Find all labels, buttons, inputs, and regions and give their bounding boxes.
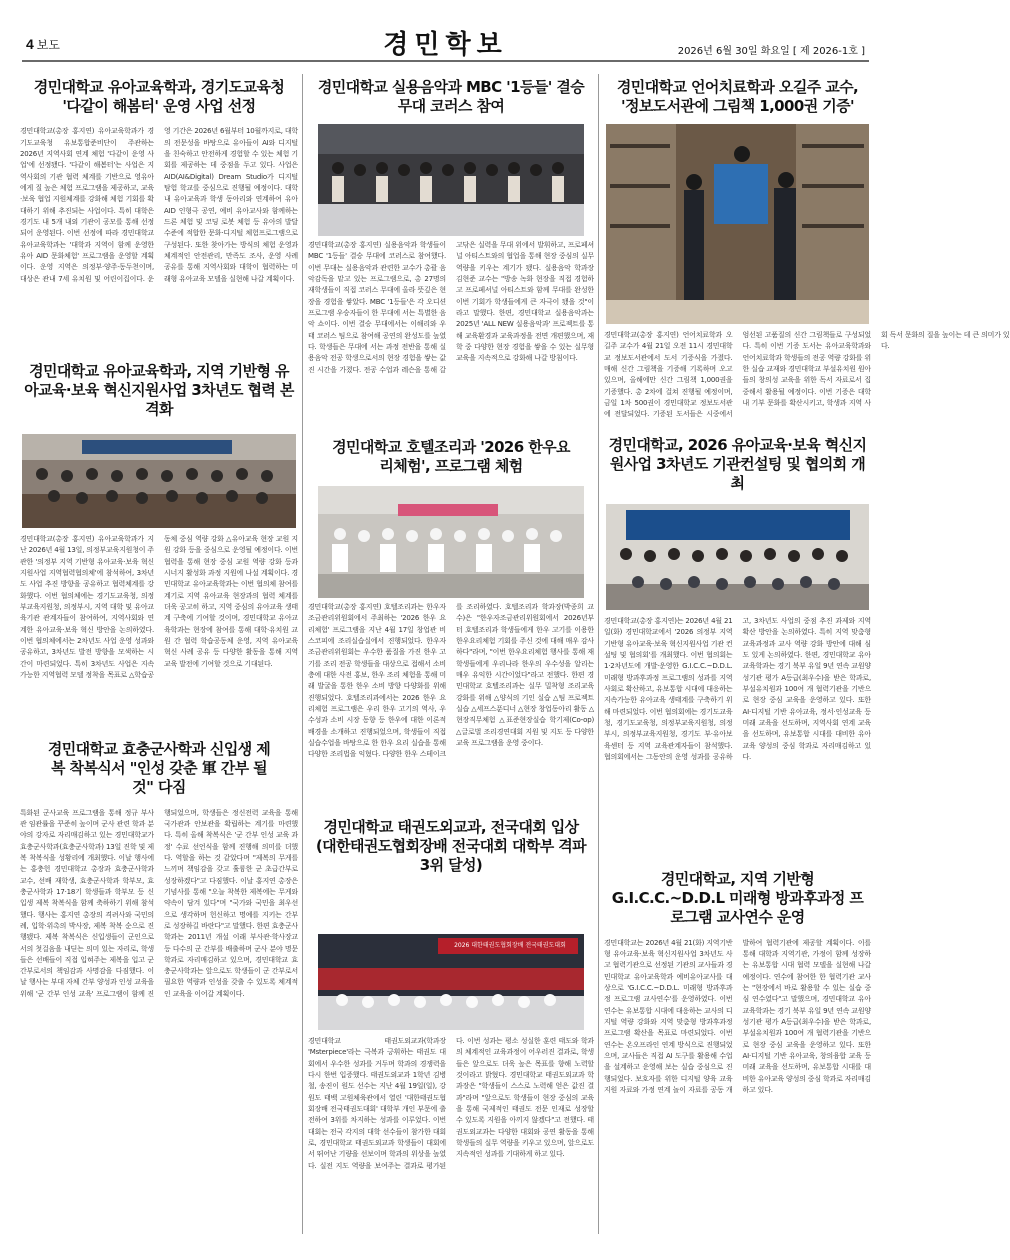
article-body: 경민대학교는 2026년 4월 21(화) 지역기반형 유아교육·보육 혁신지원사업 3차년도 사고 협력기관으로 선정된 기관의 교사들과 경민대학교 유아교육학과 예비유아교사를 대상으로 'G.I.C.C.~D.D.L. 미래형 방과후과정 프로그램 교사연수'를 운영하였다. 이번 연수는 유보통합 시대에 대응하는 교사의 디지털 역량 강화와 지역 맞춤형 방과후과정 프로그램 확산을 목표로 마련되었다. 이번 연수는 온오프라인 연계 방식으로 진행되었으며, 교사들은 직접 AI 도구를 활용해 수업을 설계하고 운영해 보는 실습 중심으로 진행되었다. 보호자를 위한 디지털 양육 교육 지원 자료와 가정 연계 놀이 자료를 공동 개발하여 협력기관에 제공할 계획이다. 이를 통해 대학과 지역기관, 가정이 함께 성장하는 유보통합 시대 협력 모델을 실현해 나갈 예정이다. 연수에 참여한 한 협력기관 교사는 "현장에서 바로 활용할 수 있는 실습 중심 연수였다"고 말했으며, 경민대학교 유아교육학과는 경기 북부 유일 9년 연속 교원양성기관 평가 A등급(최우수)을 받은 학과로, 부설유치원과 100여 개 협력기관을 기반으로 현장 중심 교육을 운영하고 있다. 또한 AI·디지털 기반 유아교육, 창의융합 교육 등 미래 교육을 선도하며, 유보통합 시대를 대비한 유아교육 양성의 중심 학과로 자리매김하고 있다. (604, 938, 871, 1094)
article-consulting-body (604, 616, 871, 850)
article-hanwoo-body (308, 602, 594, 804)
article-body: 특화된 군사교육 프로그램을 통해 정규 부사관 임관률을 꾸준히 높이며 군사 관련 학과 분야의 강자로 자리매김하고 있는 경민대학교가 효충군사학과(효충군사학과) 13일 진학 및 제복 착복식을 성황리에 개최했다. 이날 행사에는 홍충헌 경민대학교 총장과 효충군사학과 교수, 선배 재학생, 효충군사학과 학부모, 효충군사학과 17·18기 학생들과 학부모 등 신입생 제복 착복식을 함께 축하하기 위해 참석했다. 행사는 홍지연 총장의 격려사와 국민의례, 입학·위촉의 박사장, 제복 착복 순으로 진행됐다. 제복 착복식은 신입생들이 군인으로서의 첫걸음을 내딛는 의미 있는 자리로, 학생들은 선배들이 직접 입혀주는 제복을 입고 군 간부로서의 책임감과 사명감을 다짐했다. 이날 행사는 부대 자체 간부 양성과 인성 교육을 위해 '군 간부 인성 교육' 프로그램이 함께 진행되었으며, 학생들은 정신전력 교육을 통해 국가관과 안보관을 확립하는 계기를 마련했다. 특히 올해 착복식은 '군 간부 인성 교육 과정' 수료 선언식을 함께 진행해 의미를 더했다. 역할을 하는 것 같았다며 "제복의 무게를 느끼며 책임감을 갖고 훌륭한 군 초급간부로 성장하겠다"고 다짐했다. 이날 홍지연 총장은 기념사를 통해 "오늘 착복한 제복에는 무게와 약속이 담겨 있다"며 "국가와 국민을 최우선으로 생각하며 헌신하고 명예를 지키는 간부로 성장하길 바란다"고 말했다. 한편 효충군사학과는 2011년 개설 이래 부사관·학사장교 등 다수의 군 간부를 배출하며 군사 분야 명문 학과로 자리매김하고 있으며, 경민대학교 효충군사학과는 앞으로도 학생들이 군 간부로서 필요한 역량과 인성을 갖출 수 있도록 체계적인 교육을 이어갈 계획이다. (20, 808, 298, 998)
article-headline: 경민대학교, 2026 유아교육·보육 혁신지원사업 3차년도 기관컨설팅 및 협의회 개최 (608, 436, 867, 493)
issue-info: 2026년 6월 30일 화요일 [ 제 2026-1호 ] (677, 46, 865, 57)
masthead (22, 28, 869, 62)
consulting-group-photo (606, 504, 869, 610)
column-divider (598, 74, 599, 1234)
council-meeting-photo (22, 434, 296, 528)
article-book-donation (604, 78, 871, 116)
article-body: 경민대학교(총장 홍지연)는 2026년 4월 21일(화) 경민대학교에서 '2026 의정부 지역 기반형 유아교육·보육 혁신지원사업 기관 컨설팅 및 협의회'를 개최했다. 이번 협의회는 1·2차년도에 개발·운영한 G.I.C.C.~D.D.L. 미래형 방과후과정 프로그램의 성과를 지역사회로 확산하고, 유보통합 시대에 대응하는 지속가능한 유아교육 생태계를 구축하기 위해 마련되었다. 이번 협의회에는 경기도교육청, 경기도교육청, 의정부교육지원청, 의정부시, 의정부교육지원청, 경기도 부·유아보육센터 등 지역 교육관계자들이 참석했다. 협의회에서는 그동안의 운영 성과를 공유하고, 3차년도 사업의 중점 추진 과제와 지역 확산 방안을 논의하였다. 특히 지역 맞춤형 교육과정과 교사 역량 강화 방안에 대해 심도 있게 논의하였다. 한편, 경민대학교 유아교육학과는 경기 북부 유일 9년 연속 교원양성기관 평가 A등급(최우수)을 받은 학과로, 부설유치원과 100여 개 협력기관을 기반으로 현장 중심 교육을 운영하고 있다. 또한 AI·디지털 기반 유아교육, 정서·인성교육 등 미래 교육을 선도하며, 지역사회 연계 교육을 선도하며, 유보통합 시대를 대비한 유아교육 양성의 중심 학과로 자리매김하고 있다. (604, 617, 871, 761)
taekwondo-group-photo (318, 934, 584, 1030)
article-taekwondo-body (308, 1036, 594, 1228)
article-ece-innovation (20, 362, 298, 420)
article-body: 경민대학교 태권도외교과(학과장 'Msterpiece'라는 극복과 긍휘하는 태권도 대회에서 우수한 성과를 거두며 학과의 경쟁력을 다시 한번 입증했다. 태권도외교과 1학년 김병철, 송진이 원도 선수는 지난 4월 19일(일), 강원도 태백 고원체육관에서 열린 '대한태권도협회장배 전국태권도대회' 대학부 개인 부문에 출전하여 3위를 차지하는 성과를 이루었다. 이번 대회는 전국 각지의 대학 선수들이 참가한 대회로, 경민대학교 태권도외교과 학생들이 대회에서 뛰어난 기량을 선보이며 학과의 위상을 높였다. 실전 지도 역량을 보여주는 결과로 평가된다. 이번 성과는 평소 성실한 훈련 태도와 학과의 체계적인 교육과정이 어우러진 결과로, 학생들은 앞으로도 더욱 높은 목표를 향해 노력할 것이라고 밝혔다. 경민대학교 태권도외교과 학과장은 "학생들이 스스로 노력해 얻은 값진 결과"라며 "앞으로도 학생들이 현장 중심의 교육을 통해 국제적인 태권도 전문 인재로 성장할 수 있도록 지원을 아끼지 않겠다"고 전했다. 태권도외교과는 다양한 대회와 공연 활동을 통해 학생들의 실무 역량을 키우고 있으며, 앞으로도 지속적인 성과를 기대하게 하고 있다. (308, 1037, 594, 1170)
article-ece-innovation-body (20, 534, 298, 730)
book-donation-photo (606, 124, 869, 324)
article-hanwoo (308, 438, 594, 476)
article-body: 경민대학교(총장 홍지연) 실용음악과 학생들이 MBC '1등들' 결승 무대에 코러스로 참여했다. 이번 무대는 실용음악과 관련한 교수가 총괄 음악감독을 맡고 있는 프로그램으로, 총 27명의 재학생들이 직접 코러스 무대에 올라 뜻깊은 현장을 경험을 쌓았다. MBC '1등들'은 각 오디션 프로그램 우승자들이 한 무대에 서는 특별한 음악 쇼이다. 이번 결승 무대에서는 이해리와 우태 코러스 팀으로 참여해 공연의 완성도를 높였다. 학생들은 무대에 서는 과정 전반을 통해 실용음악 전공 학생으로서의 현장 경험을 쌓는 값진 시간을 가졌다. 전공 수업과 레슨을 통해 갈고닦은 실력을 무대 위에서 발휘하고, 프로페셔널 아티스트와의 협업을 통해 현장 중심의 실무 역량을 키우는 계기가 됐다. 실용음악 학과장 김현준 교수는 "방송 녹화 현장을 직접 경험하고 프로페셔널 아티스트와 함께 무대를 완성한 이번 기회가 학생들에게 큰 자극이 됐을 것"이라고 말했다. 한편, 경민대학교 실용음악과는 2025년 'ALL NEW 실용음악과' 프로젝트를 통해 교육환경과 교육과정을 전면 개편했으며, 재학 중 다양한 현장 경험을 쌓을 수 있는 실무형 교육을 지속적으로 강화해 나갈 방침이다. (308, 241, 594, 374)
article-headline: 경민대학교 실용음악과 MBC '1등들' 결승 무대 코러스 참여 (317, 78, 585, 116)
article-headline: 경민대학교 유아교육학과, 지역 기반형 유아교육·보육 혁신지원사업 3차년도 협력 본격화 (24, 362, 294, 419)
section-label: 보도 (36, 38, 60, 52)
page-number-value: 4 (26, 36, 34, 52)
article-consulting (604, 436, 871, 494)
article-music-mbc-body (308, 240, 594, 428)
article-teacher-training (604, 870, 871, 1234)
music-group-photo (318, 124, 584, 236)
banner-text: 2026 대한태권도협회장배 전국태권도대회 (454, 942, 566, 949)
column-divider (302, 74, 303, 1234)
article-headline: 경민대학교 효충군사학과 신입생 제복 착복식서 "인성 갖춘 軍 간부 될 것" 다짐 (47, 740, 271, 797)
article-headline: 경민대학교, 지역 기반형 G.I.C.C.~D.D.L 미래형 방과후과정 프로그램 교사연수 운영 (611, 870, 864, 927)
article-headline: 경민대학교 언어치료학과 오길주 교수, '정보도서관에 그림책 1,000권 기증' (616, 78, 859, 116)
article-headline: 경민대학교 태권도외교과, 전국대회 입상 (대한태권도협회장배 전국대회 대학부 격파 3위 달성) (315, 818, 587, 875)
article-headline: 경민대학교 유아교육학과, 경기도교육청 '다같이 해봄터' 운영 사업 선정 (33, 78, 285, 116)
cooking-group-photo (318, 486, 584, 598)
newspaper-logo: 경민학보 (383, 30, 508, 60)
article-body: 경민대학교(총장 홍지연) 호텔조리과는 한우자조금관리위원회에서 주최하는 '2026 한우 요리체험' 프로그램을 지난 4월 17일 창업관 비스코피에 조리실습실에서 진행되었다. 한우자조금관리위원회는 우수한 품질을 가진 한우 고기를 조리 전공 학생들을 대상으로 접해서 소비층에 대한 사전 홍보, 한우 조리 체험을 통해 미래 발굴을 통한 한우 소비 방향 다양화를 위해 진행되었다. 호텔조리과에서는 2026 한우 요리체험 프로그램은 우리 한우 고기의 역사, 우수성과 소비 시장 동향 등 한우에 대한 이론적 배경을 소개하고 진행되었으며, 학생들이 직접 실습수업을 바탕으로 한 한우 요리 실습을 통해 다양한 조리법을 익혔다. 다양한 한우 스테이크를 조리하였다. 호텔조리과 학과장(박종희 교수)은 "한우자조금관리위원회에서 2026년부터 호텔조리과 학생들에게 한우 고기를 이용한 한우요리체험 기회를 주신 것에 대해 매우 감사하다"라며, "이번 한우요리체험 행사를 통해 재학생들에게 우리나라 한우의 우수성을 알리는 매우 유익한 시간이었다"라고 전했다. 한편 경민대학교 호텔조리과는 실무 밀착형 조리교육 강화를 위해 △양식의 기인 실습 △팀 프로젝트 실습 △세프스푼디너 △현장 창업동아리 활동 △현장직무체험 △표준현장실습 학기제(Co-op) △글로벌 조리경연대회 지원 및 지도 등 다양한 교육 프로그램을 운영 중이다. (308, 603, 594, 759)
article-music-mbc (308, 78, 594, 116)
article-ece-haebomteo (20, 78, 298, 354)
article-book-donation-body (604, 330, 1010, 426)
article-headline: 경민대학교 호텔조리과 '2026 한우요리체험', 프로그램 체험 (332, 438, 570, 476)
article-taekwondo (308, 818, 594, 876)
article-body: 경민대학교(총장 홍지연) 언어치료학과 오길주 교수가 4월 21일 오전 11시 경민대학교 정보도서관에서 도서 기증식을 가졌다. 매해 신간 그림책을 기증해 기록하며 오고 있으며, 올해에만 신간 그림책 1,000권을 기증했다. 총 2차에 걸쳐 진행될 예정이며, 금일 1차 500권이 경민대학교 정보도서관에 전달되었다. 기증된 도서들은 시중에서 엄선된 고품질의 신간 그림책들로 구성되었다. 특히 이번 기증 도서는 유아교육학과와 언어치료학과 학생들의 전공 역량 강화를 위한 실습 교재와 경민대학교 부설유치원 원아들의 창의성 교육을 위한 독서 자료로서 집중해서 활용될 예정이다. 이번 기증은 대학 내 기부 문화를 확산시키고, 학생과 지역 사회 독서 문화의 질을 높이는 데 큰 의미가 있다. (604, 331, 1010, 419)
article-body: 경민대학교(총장 홍지연) 유아교육학과가 경기도교육청 유보통합준비단이 주관하는 2026년 지역사회 연계 체험 '다같이 운영 사업'에 선정됐다. '다같이 해봄터'는 사업은 지역사회의 기관 협력 체계를 기반으로 영유아에게 질 높은 체험 프로그램을 제공하고, 교육·보육 협업 지원체계를 강화해 체험 기회를 확대하기 위해 추진되는 사업이다. 특히 대학은 경기도 내 5개 내외 기관이 공모를 통해 선정되어 운영된다. 이번 선정에 따라 경민대학교 유아교육학과는 '대학과 지역이 함께 운영한 유아 AID 문화체험' 프로그램을 운영할 계획이다. 운영 지역은 의정부·양주·동두천이며, 대상은 관내 7세 유치원 및 어린이집이다. 운영 기간은 2026년 6월부터 10월까지로, 대학의 전문성을 바탕으로 유아들이 AI와 디지털을 친숙하고 안전하게 경험할 수 있는 체험 기회를 제공하는 데 중점을 두고 있다. 사업은 AID(AI&Digital) Dream Studio가 디지털 탐험 학교를 중심으로 진행될 예정이다. 대학 내 유아교육과 학생 동아리와 연계하여 유아 AID 인형극 공연, 예비 유아교사와 함께하는 드론 체험 및 코딩 로봇 체험 등 유아의 발달 수준에 적합한 문화·디지털 체험프로그램으로 구성된다. 또한 찾아가는 방식의 체험 운영과 체계적인 안전관리, 만족도 조사, 운영 사례 공유를 통해 지역사회와 대학이 협력하는 미래형 유아교육 모델을 실현해 나갈 계획이다. (20, 127, 298, 283)
article-military-uniform (20, 740, 298, 1210)
article-body: 경민대학교(총장 홍지연) 유아교육학과가 지난 2026년 4월 13일, 의정부교육지원청이 주관한 '의정부 지역 기반형 유아교육·보육 혁신지원사업 지역협력협의체'에 참석하여, 3차년도 사업 추진 방향을 공유하고 협력체계를 강화했다. 이번 협의체에는 경기도교육청, 의정부교육지원청, 의정부시, 지역 대학 및 유아교육기관 관계자들이 참여하여, 지역사회와 연계한 유아교육·보육 혁신 방안을 논의하였다. 이번 협의체에서는 2차년도 사업 운영 성과와 공유하고, 3차년도 발전 방향을 모색하는 시간이 마련되었다. 특히 3차년도 사업은 지속가능한 지역협력 모델 정착을 목표로 △학습공동체 중심 역량 강화 △유아교육 현장 교원 지원 강화 등을 중심으로 운영될 예정이다. 이번 협력을 통해 현장 중심 교원 역량 강화 등과 시너지 활성화 과정 지원에 나설 계획이다. 경민대학교 유아교육학과는 이번 협의체 참여를 계기로 지역 유아교육 현장과의 협력 체계를 더욱 공고히 하고, 지역 중심의 유아교육 생태계 구축에 기여할 것이며, 경민대학교 유아교육학과는 현장에 참여를 통해 대학·유치원 교원 간 협력 학습공동체 운영, 지역 유아교육 혁신 사례 공유 등 다양한 활동을 통해 지역 교육 발전에 기여할 것으로 기대된다. (20, 535, 298, 679)
